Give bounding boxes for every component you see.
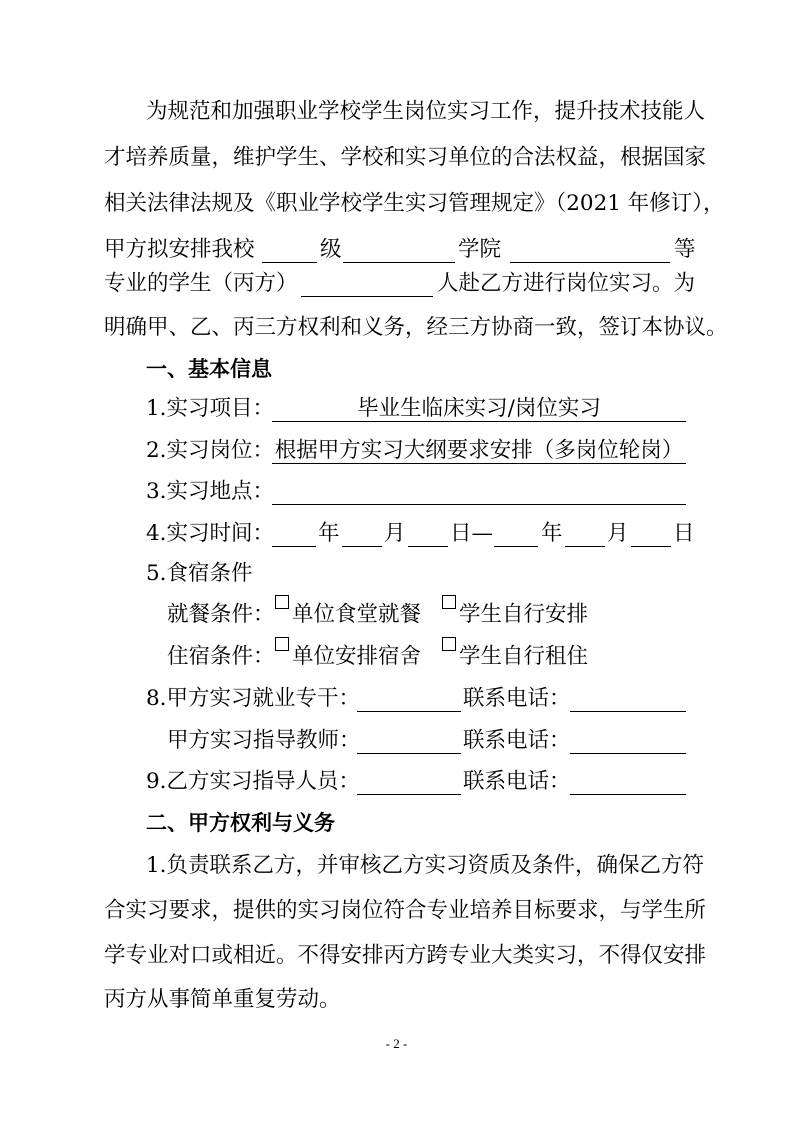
stay-self-checkbox[interactable] [442, 637, 456, 651]
field-mentor: 9.乙方实习指导人员： 联系电话： [0, 762, 793, 802]
intro-line-6: 明确甲、乙、丙三方权利和义务，经三方协商一致，签订本协议。 [104, 315, 728, 340]
section2-heading: 二、甲方权利与义务 [146, 811, 335, 835]
intro-line-2: 才培养质量，维护学生、学校和实习单位的合法权益，根据国家 [104, 145, 707, 170]
start-month-blank[interactable] [342, 546, 382, 547]
grade-blank[interactable] [262, 262, 317, 263]
intro-line-3: 相关法律法规及《职业学校学生实习管理规定》（2021 年修订）， [104, 191, 725, 216]
project-value: 毕业生临床实习/岗位实习 [357, 396, 601, 421]
meal-canteen-checkbox[interactable] [275, 595, 289, 609]
end-year-blank[interactable] [494, 546, 538, 547]
field-position: 2.实习岗位： 根据甲方实习大纲要求安排（多岗位轮岗） [0, 431, 793, 471]
section2-p1-line-2: 合实习要求，提供的实习岗位符合专业培养目标要求，与学生所 [104, 898, 707, 923]
major-blank[interactable] [510, 262, 670, 263]
stay-row: 住宿条件： 单位安排宿舍 学生自行租住 [0, 637, 793, 677]
intro-line-1: 为规范和加强职业学校学生岗位实习工作，提升技术技能人 [146, 99, 706, 124]
field-coordinator: 8.甲方实习就业专干： 联系电话： [0, 679, 793, 719]
teacher-phone-blank[interactable] [570, 753, 686, 754]
college-blank[interactable] [343, 262, 455, 263]
meal-row: 就餐条件： 单位食堂就餐 学生自行安排 [0, 595, 793, 635]
mentor-phone-blank[interactable] [570, 794, 686, 795]
intro-line-5: 专业的学生（丙方） 人赴乙方进行岗位实习。为 [104, 271, 696, 296]
section1-heading: 一、基本信息 [146, 357, 272, 381]
section2-p1-line-1: 1.负责联系乙方，并审核乙方实习资质及条件，确保乙方符 [146, 853, 705, 878]
page-number: - 2 - [385, 1036, 408, 1051]
field-board: 5.食宿条件 [146, 561, 253, 586]
start-year-blank[interactable] [272, 546, 316, 547]
field-location: 3.实习地点： [0, 472, 793, 512]
start-day-blank[interactable] [408, 546, 448, 547]
meal-self-checkbox[interactable] [442, 595, 456, 609]
end-day-blank[interactable] [631, 546, 671, 547]
teacher-name-blank[interactable] [357, 753, 461, 754]
end-month-blank[interactable] [565, 546, 605, 547]
section2-p1-line-3: 学专业对口或相近。不得安排丙方跨专业大类实习，不得仅安排 [104, 943, 707, 968]
section2-p1-line-4: 丙方从事简单重复劳动。 [104, 987, 341, 1012]
field-teacher: 甲方实习指导教师： 联系电话： [0, 721, 793, 761]
student-count-blank[interactable] [301, 296, 433, 297]
field-project: 1.实习项目： 毕业生临床实习/岗位实习 [0, 389, 793, 429]
stay-dorm-checkbox[interactable] [275, 637, 289, 651]
coordinator-name-blank[interactable] [357, 711, 461, 712]
mentor-name-blank[interactable] [357, 794, 461, 795]
field-time: 4.实习时间： 年 月 日— 年 月 日 [146, 521, 695, 546]
location-blank[interactable] [272, 504, 686, 505]
position-value: 根据甲方实习大纲要求安排（多岗位轮岗） [274, 438, 684, 463]
coordinator-phone-blank[interactable] [570, 711, 686, 712]
intro-line-4: 甲方拟安排我校 级 学院 等 [104, 237, 696, 262]
